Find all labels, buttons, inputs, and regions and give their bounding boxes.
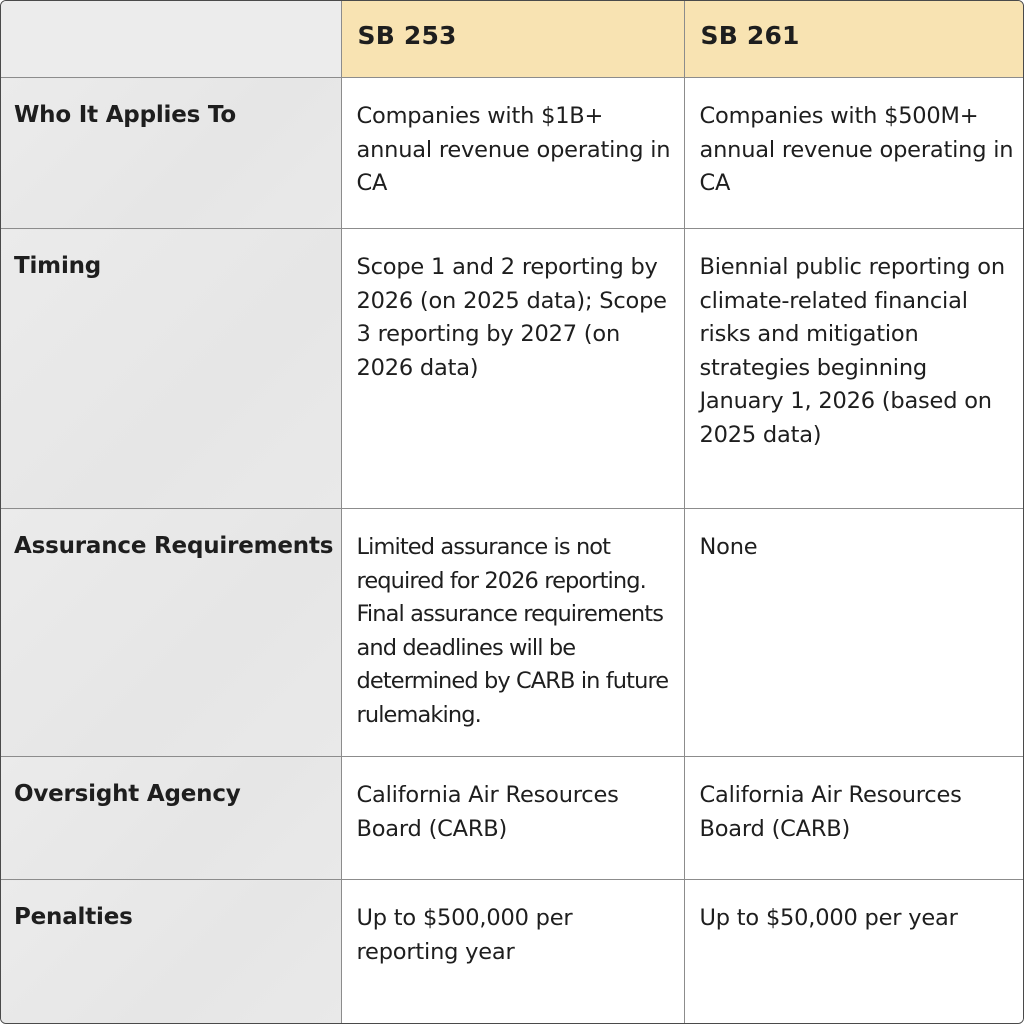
column-header-label: SB 253 <box>357 21 457 50</box>
table-header-row <box>1 1 1024 78</box>
cell-sb261: None <box>684 509 1024 757</box>
cell-sb261: Up to $50,000 per year <box>684 880 1024 1024</box>
cell-sb261: Biennial public reporting on climate-related financial risks and mitigation strategies beginning January 1, 2026 (based on 2025 data) <box>684 229 1024 509</box>
row-header: Who It Applies To <box>1 78 341 229</box>
cell-sb253: Scope 1 and 2 reporting by 2026 (on 2025 data); Scope 3 reporting by 2027 (on 2026 data) <box>341 229 684 509</box>
cell-sb253: Limited assurance is not required for 2026 reporting. Final assurance requirements and deadlines will be determined by CARB in future rulemaking. <box>341 509 684 757</box>
column-header-sb253 <box>341 1 684 78</box>
table-row-timing <box>1 229 1024 509</box>
row-header: Timing <box>1 229 341 509</box>
cell-sb261: Companies with $500M+ annual revenue operating in CA <box>684 78 1024 229</box>
table-row-penalties <box>1 880 1024 1024</box>
row-header: Oversight Agency <box>1 757 341 880</box>
table-row-who-it-applies-to <box>1 78 1024 229</box>
cell-sb253: Up to $500,000 per reporting year <box>341 880 684 1024</box>
row-header: Penalties <box>1 880 341 1024</box>
cell-sb253: Companies with $1B+ annual revenue operating in CA <box>341 78 684 229</box>
sb253-sb261-comparison-table <box>1 1 1024 1024</box>
cell-sb261: California Air Resources Board (CARB) <box>684 757 1024 880</box>
column-header-sb261 <box>684 1 1024 78</box>
table-row-assurance-requirements <box>1 509 1024 757</box>
row-header: Assurance Requirements <box>1 509 341 757</box>
column-header-label: SB 261 <box>700 21 800 50</box>
table-row-oversight-agency <box>1 757 1024 880</box>
cell-sb253: California Air Resources Board (CARB) <box>341 757 684 880</box>
corner-header-cell <box>1 1 341 78</box>
